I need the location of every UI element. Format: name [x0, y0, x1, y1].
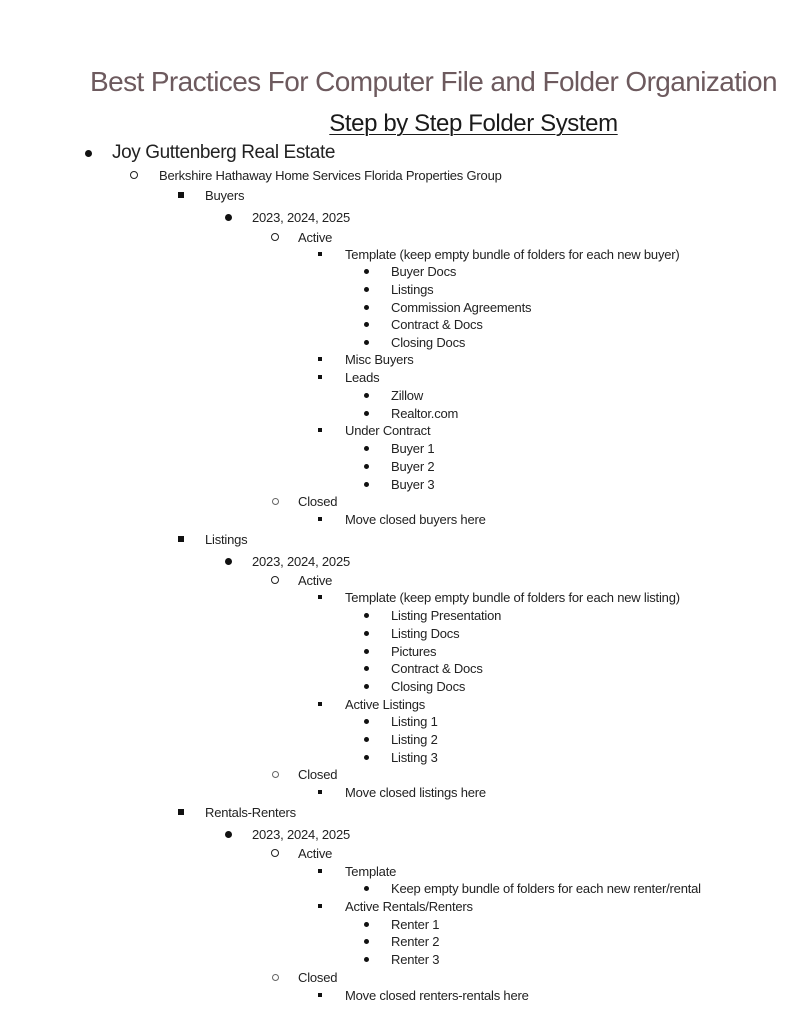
list-item-text: 2023, 2024, 2025 — [252, 209, 351, 225]
bullet-shape — [225, 558, 232, 565]
bullet-shape — [364, 922, 369, 927]
list-item-text: Buyer 2 — [391, 458, 435, 474]
bullet-dot-icon — [360, 609, 372, 621]
list-item — [0, 456, 791, 476]
bullet-square-icon — [314, 513, 326, 525]
bullet-dot-icon — [360, 935, 372, 947]
list-item — [0, 367, 791, 387]
bullet-shape — [364, 464, 369, 469]
bullet-shape — [364, 666, 369, 671]
list-item — [0, 529, 791, 549]
list-item-text: Leads — [345, 369, 380, 385]
bullet-dot-icon — [360, 478, 372, 490]
bullet-shape — [271, 233, 279, 241]
list-item — [0, 438, 791, 458]
list-item — [0, 967, 791, 987]
bullet-dot-icon — [360, 460, 372, 472]
bullet-shape — [364, 939, 369, 944]
list-item-text: Buyer Docs — [391, 263, 457, 279]
list-item-text: Active — [298, 845, 333, 861]
bullet-shape — [364, 482, 369, 487]
list-item-text: Buyer 3 — [391, 476, 435, 492]
list-item-text: Buyer 1 — [391, 440, 435, 456]
list-item — [0, 878, 791, 898]
list-item-text: 2023, 2024, 2025 — [252, 826, 351, 842]
list-item — [0, 349, 791, 369]
list-item-text: Listing 2 — [391, 731, 438, 747]
bullet-dot-icon — [360, 442, 372, 454]
list-item-text: Move closed renters-rentals here — [345, 987, 529, 1003]
list-item-text: Pictures — [391, 643, 437, 659]
bullet-square-icon — [175, 533, 187, 545]
bullet-square-icon — [314, 865, 326, 877]
bullet-circle-icon — [269, 768, 281, 780]
bullet-shape — [364, 755, 369, 760]
list-item — [0, 931, 791, 951]
bullet-circle-icon — [269, 574, 281, 586]
list-item — [0, 896, 791, 916]
bullet-shape — [364, 305, 369, 310]
bullet-shape — [178, 809, 184, 815]
bullet-square-icon — [314, 989, 326, 1001]
bullet-circle-icon — [269, 971, 281, 983]
bullet-dot-icon — [360, 662, 372, 674]
list-item-text: Renter 2 — [391, 933, 440, 949]
bullet-shape — [318, 595, 322, 599]
bullet-dot-icon — [360, 336, 372, 348]
list-item — [0, 185, 791, 205]
bullet-dot-icon — [360, 283, 372, 295]
bullet-dot-icon — [360, 407, 372, 419]
bullet-shape — [178, 536, 184, 542]
bullet-dot-icon — [360, 953, 372, 965]
list-item — [0, 314, 791, 334]
document-subtitle: Step by Step Folder System — [329, 110, 618, 137]
bullet-shape — [318, 790, 322, 794]
list-item-text: Template (keep empty bundle of folders for each new buyer) — [345, 246, 680, 262]
bullet-shape — [318, 904, 322, 908]
list-item-text: Listings — [205, 531, 248, 547]
list-item — [0, 587, 791, 607]
bullet-shape — [364, 393, 369, 398]
list-item — [0, 491, 791, 511]
bullet-shape — [318, 428, 322, 432]
bullet-square-icon — [314, 424, 326, 436]
list-item-text: Contract & Docs — [391, 316, 483, 332]
bullet-dot-icon — [360, 882, 372, 894]
list-item-text: Active Listings — [345, 696, 426, 712]
list-item-text: Commission Agreements — [391, 299, 532, 315]
list-item — [0, 824, 791, 844]
list-item-text: Joy Guttenberg Real Estate — [112, 142, 336, 163]
bullet-shape — [364, 737, 369, 742]
bullet-dot-icon — [360, 733, 372, 745]
bullet-shape — [318, 375, 322, 379]
bullet-shape — [364, 340, 369, 345]
bullet-dot-icon — [360, 751, 372, 763]
list-item — [0, 509, 791, 529]
list-item — [0, 385, 791, 405]
list-item-text: Renter 3 — [391, 951, 440, 967]
list-item — [0, 985, 791, 1005]
bullet-dot-icon — [360, 389, 372, 401]
list-item-text: Under Contract — [345, 422, 431, 438]
bullet-shape — [364, 649, 369, 654]
bullet-shape — [272, 771, 279, 778]
bullet-square-icon — [314, 786, 326, 798]
list-item-text: Template (keep empty bundle of folders for each new listing) — [345, 589, 680, 605]
list-item-text: Listing 1 — [391, 713, 438, 729]
bullet-shape — [225, 214, 232, 221]
list-item — [0, 207, 791, 227]
document-title: Best Practices For Computer File and Folder Organization — [90, 66, 777, 97]
list-item-text: Rentals-Renters — [205, 804, 296, 820]
bullet-dot-icon — [360, 265, 372, 277]
bullet-square-icon — [175, 806, 187, 818]
list-item — [0, 782, 791, 802]
list-item — [0, 165, 791, 185]
bullet-dot-icon — [360, 715, 372, 727]
list-item-text: Active — [298, 572, 333, 588]
bullet-square-icon — [314, 371, 326, 383]
bullet-circle-icon — [269, 847, 281, 859]
bullet-disc-icon — [222, 555, 234, 567]
bullet-shape — [318, 869, 322, 873]
bullet-dot-icon — [360, 645, 372, 657]
list-item — [0, 420, 791, 440]
list-item — [0, 729, 791, 749]
bullet-shape — [364, 446, 369, 451]
list-item — [0, 764, 791, 784]
list-item — [0, 843, 791, 863]
list-item-text: Closing Docs — [391, 678, 466, 694]
list-item-text: Berkshire Hathaway Home Services Florida Properties Group — [159, 167, 502, 183]
bullet-shape — [271, 849, 279, 857]
bullet-dot-icon — [360, 680, 372, 692]
bullet-disc-icon — [82, 147, 94, 159]
list-item — [0, 658, 791, 678]
list-item-text: Keep empty bundle of folders for each new renter/rental — [391, 880, 701, 896]
bullet-shape — [318, 357, 322, 361]
bullet-shape — [364, 269, 369, 274]
list-item-text: 2023, 2024, 2025 — [252, 553, 351, 569]
bullet-shape — [364, 322, 369, 327]
list-item-text: Buyers — [205, 187, 245, 203]
bullet-shape — [364, 411, 369, 416]
bullet-shape — [318, 702, 322, 706]
list-item-text: Renter 1 — [391, 916, 440, 932]
bullet-circle-icon — [269, 495, 281, 507]
list-item — [0, 711, 791, 731]
list-item-text: Active — [298, 229, 333, 245]
list-item-text: Template — [345, 863, 397, 879]
bullet-shape — [364, 684, 369, 689]
list-item-text: Listing Presentation — [391, 607, 502, 623]
bullet-square-icon — [314, 353, 326, 365]
bullet-shape — [130, 171, 138, 179]
list-item-text: Closed — [298, 766, 338, 782]
list-item-text: Closed — [298, 969, 338, 985]
bullet-shape — [364, 287, 369, 292]
bullet-dot-icon — [360, 301, 372, 313]
list-item — [0, 279, 791, 299]
list-item — [0, 802, 791, 822]
bullet-dot-icon — [360, 318, 372, 330]
bullet-shape — [364, 613, 369, 618]
bullet-square-icon — [314, 591, 326, 603]
bullet-disc-icon — [222, 211, 234, 223]
list-item-text: Active Rentals/Renters — [345, 898, 473, 914]
bullet-shape — [364, 957, 369, 962]
list-item — [0, 261, 791, 281]
bullet-dot-icon — [360, 627, 372, 639]
bullet-square-icon — [175, 189, 187, 201]
bullet-circle-icon — [128, 169, 140, 181]
bullet-shape — [364, 631, 369, 636]
list-item-text: Listing 3 — [391, 749, 438, 765]
bullet-shape — [225, 831, 232, 838]
list-item — [0, 949, 791, 969]
list-item-text: Listing Docs — [391, 625, 460, 641]
bullet-shape — [318, 993, 322, 997]
list-item-text: Listings — [391, 281, 434, 297]
list-item — [0, 143, 791, 163]
list-item-text: Zillow — [391, 387, 424, 403]
bullet-shape — [271, 576, 279, 584]
list-item-text: Realtor.com — [391, 405, 459, 421]
bullet-square-icon — [314, 248, 326, 260]
bullet-dot-icon — [360, 918, 372, 930]
bullet-shape — [318, 252, 322, 256]
list-item-text: Closed — [298, 493, 338, 509]
bullet-circle-icon — [269, 231, 281, 243]
bullet-square-icon — [314, 698, 326, 710]
list-item — [0, 623, 791, 643]
list-item-text: Move closed listings here — [345, 784, 486, 800]
list-item — [0, 605, 791, 625]
bullet-shape — [318, 517, 322, 521]
list-item — [0, 551, 791, 571]
list-item — [0, 676, 791, 696]
list-item-text: Move closed buyers here — [345, 511, 486, 527]
list-item-text: Contract & Docs — [391, 660, 483, 676]
bullet-shape — [364, 719, 369, 724]
list-item-text: Closing Docs — [391, 334, 466, 350]
bullet-shape — [272, 974, 279, 981]
bullet-shape — [85, 150, 92, 157]
bullet-shape — [272, 498, 279, 505]
bullet-shape — [364, 886, 369, 891]
bullet-shape — [178, 192, 184, 198]
list-item-text: Misc Buyers — [345, 351, 414, 367]
bullet-disc-icon — [222, 828, 234, 840]
bullet-square-icon — [314, 900, 326, 912]
